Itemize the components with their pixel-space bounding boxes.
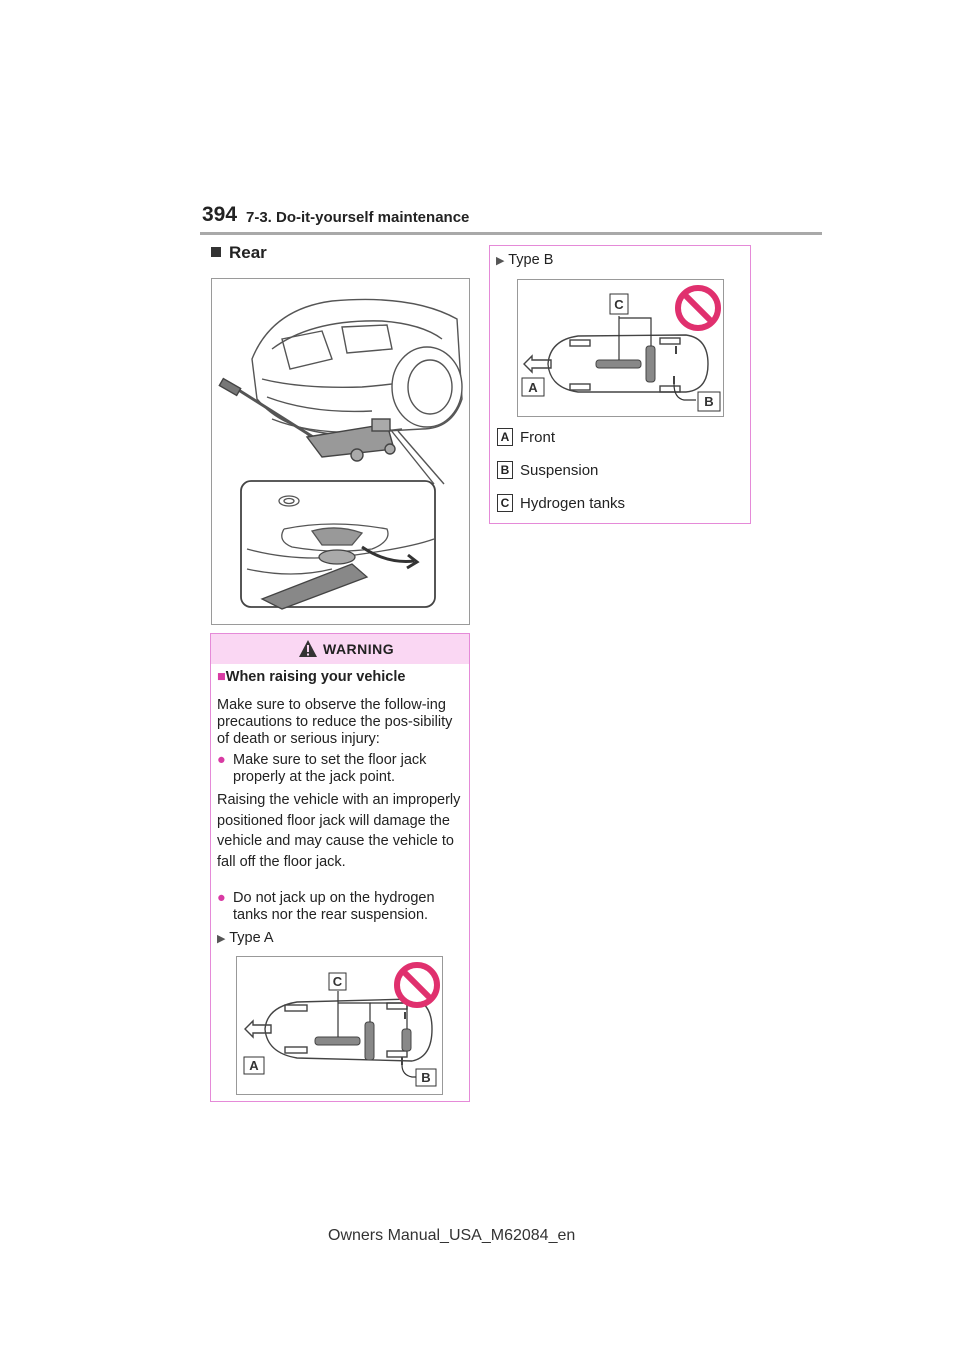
circle-bullet-icon: ● [217, 890, 226, 906]
rear-heading [211, 243, 267, 263]
diagram-label-c: C [614, 297, 624, 312]
diagram-label-a: A [528, 380, 538, 395]
legend-text-front: Front [520, 429, 556, 446]
triangle-right-icon: ▶ [217, 933, 226, 945]
type-a-car-topview [237, 957, 442, 1094]
triangle-right-icon: ▶ [496, 255, 505, 267]
legend-text-suspension: Suspension [520, 462, 599, 479]
warning-bullet-2: Do not jack up on the hydrogen tanks nor the rear suspension. [233, 890, 435, 923]
warning-intro: Make sure to observe the follow-ing precautions to reduce the pos-sibility of death or serious injury: [217, 697, 453, 747]
type-b-label: ▶ Type B [496, 252, 554, 268]
diagram-label-b: B [421, 1070, 431, 1085]
legend-key-b: B [497, 461, 513, 479]
circle-bullet-icon: ● [217, 752, 226, 768]
warning-header [211, 634, 469, 664]
warning-bullet-1: Make sure to set the floor jack properly at the jack point. [233, 752, 427, 785]
warning-paragraph: Raising the vehicle with an improperly positioned floor jack will damage the vehicle and may cause the vehicle to fall off the floor jack. [217, 792, 461, 870]
diagram-label-b: B [704, 394, 714, 409]
rear-heading-text: Rear [229, 243, 267, 262]
warning-triangle-icon [298, 639, 318, 658]
warning-subheading: ■When raising your vehicle [217, 669, 406, 685]
type-a-diagram [236, 956, 443, 1095]
prohibited-icon [397, 965, 437, 1005]
rear-jack-illustration [211, 278, 470, 625]
legend-key-a: A [497, 428, 513, 446]
square-bullet-icon [211, 247, 221, 257]
footer-manual-id: Owners Manual_USA_M62084_en [328, 1227, 576, 1244]
prohibited-icon [678, 288, 718, 328]
page-number: 394 [202, 203, 238, 226]
header-rule [200, 232, 822, 235]
type-b-diagram [517, 279, 724, 417]
diagram-label-c: C [332, 974, 343, 989]
square-bullet-icon: ■ [217, 669, 226, 685]
diagram-label-a: A [249, 1058, 259, 1073]
car-jack-drawing [212, 279, 469, 624]
type-b-car-topview [518, 280, 723, 416]
legend-key-c: C [497, 494, 513, 512]
legend-text-hydrogen-tanks: Hydrogen tanks [520, 495, 626, 512]
warning-title: WARNING [323, 641, 395, 657]
section-title: 7-3. Do-it-yourself maintenance [246, 209, 470, 226]
type-a-label: ▶ Type A [217, 930, 274, 946]
